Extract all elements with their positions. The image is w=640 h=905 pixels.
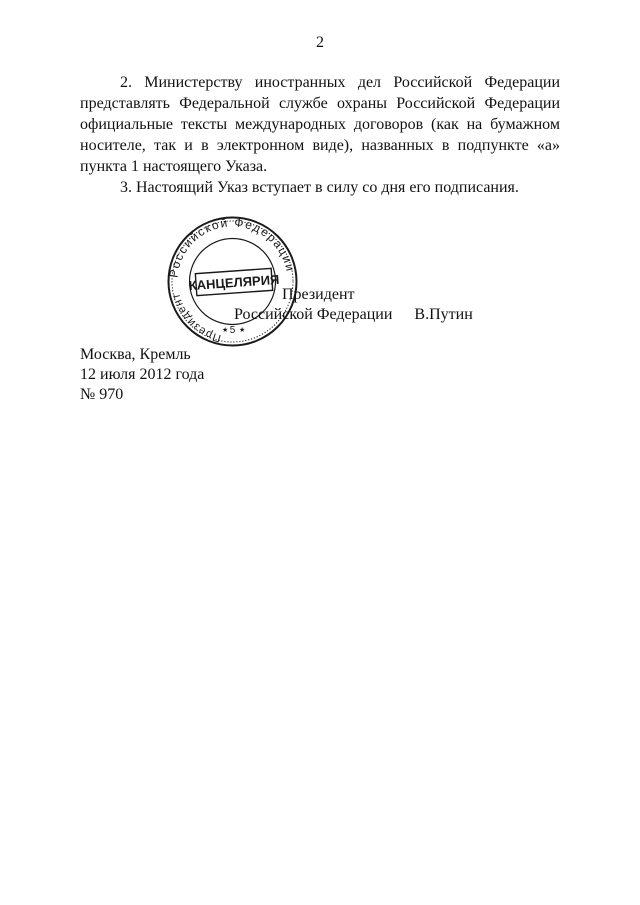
decree-body — [80, 72, 560, 198]
signatory-name: В.Путин — [414, 306, 473, 323]
signature-block — [234, 285, 564, 325]
place-of-signing: Москва, Кремль — [80, 346, 191, 363]
paragraph-2: 2. Министерству иностранных дел Российской Федерации представлять Федеральной службе охраны Российской Федерации официальные тексты международных договоров (как на бумажном носителе, так и в электронном виде), названных в подпункте «а» пункта 1 настоящего Указа. — [80, 74, 560, 175]
star-icon: ★ — [222, 326, 229, 334]
page-number: 2 — [316, 34, 324, 51]
decree-number: № 970 — [80, 386, 124, 403]
stamp-number: 5 — [229, 325, 236, 336]
signature-title-row — [234, 305, 564, 325]
signing-date: 12 июля 2012 года — [80, 366, 205, 383]
star-icon: ★ — [239, 326, 246, 334]
signature-title-line2: Российской Федерации — [234, 306, 393, 323]
stamp-center-text: КАНЦЕЛЯРИЯ — [188, 271, 280, 294]
office-stamp — [167, 216, 298, 347]
stamp-arc-text: Российской Федерации — [167, 216, 298, 279]
decree-footer — [80, 345, 204, 405]
signature-title-line1: Президент — [282, 286, 355, 303]
paragraph-3: 3. Настоящий Указ вступает в силу со дня его подписания. — [120, 179, 519, 196]
stamp-side-text: Президент — [170, 291, 223, 344]
